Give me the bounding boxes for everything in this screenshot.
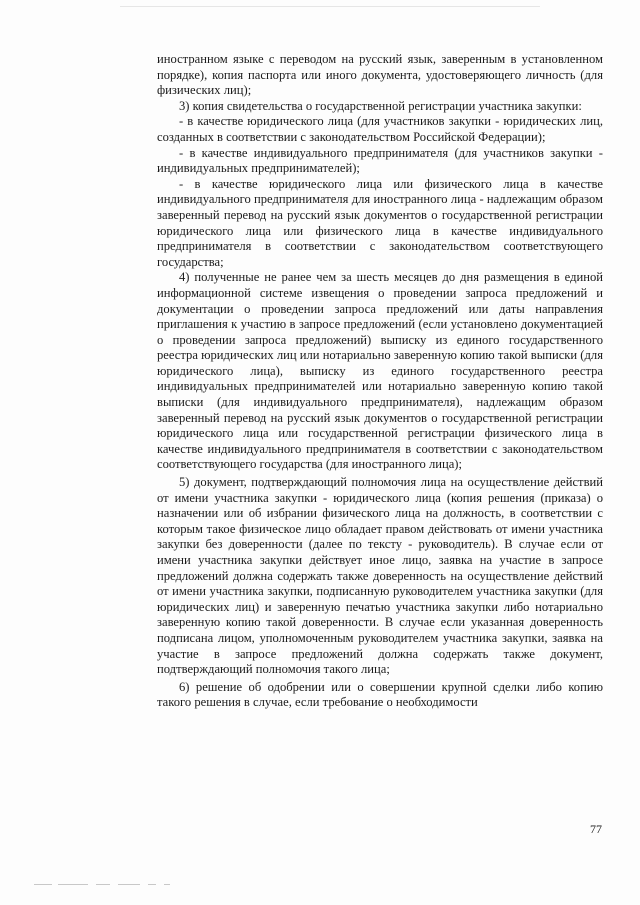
paragraph-item-3-legal-entity: - в качестве юридического лица (для участников закупки - юридических лиц, созданных в соответствии с законодательством Российской Федерации); [157,114,603,144]
paragraph-item-3-foreign: - в качестве юридического лица или физического лица в качестве индивидуального предпринимателя для иностранного лица - надлежащим образом заверенный перевод на русский язык документов о государственной регистрации юридического лица или физического лица в качестве индивидуального предпринимателя в соответствии с законодательством соответствующего государства; [157,176,603,269]
scan-artifact-bottom [34,884,184,887]
paragraph-item-5: 5) документ, подтверждающий полномочия лица на осуществление действий от имени участника закупки - юридического лица (копия решения (приказа) о назначении или об избрании физического лица на должность, в соответствии с которым такое физическое лицо обладает правом действовать от имени участника закупки без доверенности (далее по тексту - руководитель). В случае если от имени участника закупки действует иное лицо, заявка на участие в запросе предложений должна содержать также доверенность на осуществление действий от имени участника закупки, подписанную руководителем участника закупки (для юридических лиц) и заверенную печатью участника закупки либо нотариально заверенную копию такой доверенности. В случае если указанная доверенность подписана лицом, уполномоченным руководителем участника закупки, заявка на участие в запросе предложений должна содержать также документ, подтверждающий полномочия такого лица; [157,475,603,677]
paragraph-item-3-entrepreneur: - в качестве индивидуального предпринимателя (для участников закупки - индивидуальных предпринимателей); [157,145,603,176]
document-body [157,52,603,711]
scan-artifact-top [120,6,540,7]
paragraph-item-4: 4) полученные не ранее чем за шесть месяцев до дня размещения в единой информационной системе извещения о проведении запроса предложений и документации о проведении запроса предложений или даты направления приглашения к участию в запросе предложений (если установлено документацией о проведении запроса предложений) выписку из единого государственного реестра юридических лиц или нотариально заверенную копию такой выписки (для юридического лица), выписку из единого государственного реестра индивидуальных предпринимателей или нотариально заверенную копию такой выписки (для индивидуального предпринимателя), надлежащим образом заверенный перевод на русский язык документов о государственной регистрации юридического лица или государственной регистрации физического лица в качестве индивидуального предпринимателя в соответствии с законодательством соответствующего государства (для иностранного лица); [157,270,603,472]
paragraph-item-6: 6) решение об одобрении или о совершении крупной сделки либо копию такого решения в случае, если требование о необходимости [157,679,603,710]
paragraph-item-3: 3) копия свидетельства о государственной регистрации участника закупки: [179,98,582,113]
page-number: 77 [590,822,602,836]
paragraph-continuation: иностранном языке с переводом на русский язык, заверенным в установленном порядке), копия паспорта или иного документа, удостоверяющего личность (для физических лиц); [157,52,603,98]
